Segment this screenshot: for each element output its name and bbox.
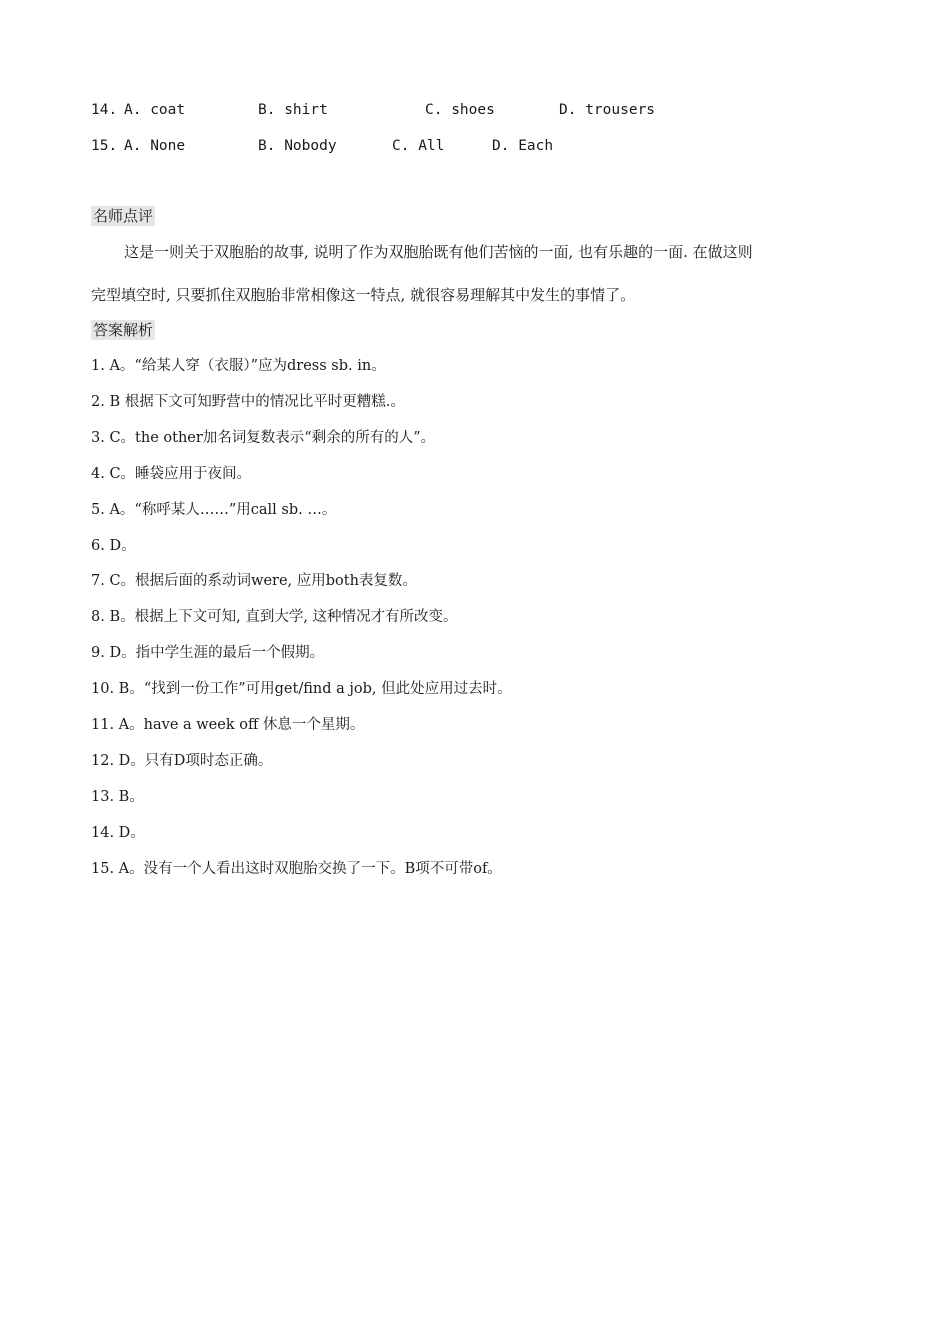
answer-item-9: 9. D。指中学生涯的最后一个假期。	[91, 645, 325, 661]
answer-item-2: 2. B 根据下文可知野营中的情况比平时更糟糕.。	[91, 394, 405, 410]
option-c: C. All	[392, 138, 445, 154]
answer-item-14: 14. D。	[91, 825, 145, 841]
option-a: A. None	[124, 138, 186, 154]
option-b: B. shirt	[258, 102, 328, 118]
answer-item-10: 10. B。“找到一份工作”可用get/find a job, 但此处应用过去时。	[91, 681, 512, 697]
answer-item-15: 15. A。没有一个人看出这时双胞胎交换了一下。B项不可带of。	[91, 861, 502, 877]
option-b: B. Nobody	[258, 138, 337, 154]
commentary-line-2: 完型填空时, 只要抓住双胞胎非常相像这一特点, 就很容易理解其中发生的事情了。	[91, 286, 636, 304]
answer-item-6: 6. D。	[91, 538, 136, 554]
answer-item-5: 5. A。“称呼某人……”用call sb. …。	[91, 502, 337, 518]
commentary-line-1: 这是一则关于双胞胎的故事, 说明了作为双胞胎既有他们苦恼的一面, 也有乐趣的一面. 在做这则	[124, 243, 753, 261]
answer-item-13: 13. B。	[91, 789, 144, 805]
commentary-heading: 名师点评	[93, 207, 154, 225]
option-d: D. Each	[492, 138, 554, 154]
answer-item-7: 7. C。根据后面的系动词were, 应用both表复数。	[91, 573, 417, 589]
question-number: 14.	[91, 102, 118, 118]
option-a: A. coat	[124, 102, 186, 118]
option-c: C. shoes	[425, 102, 495, 118]
question-number: 15.	[91, 138, 118, 154]
answers-heading: 答案解析	[93, 321, 154, 339]
answer-item-12: 12. D。只有D项时态正确。	[91, 753, 273, 769]
answer-item-8: 8. B。根据上下文可知, 直到大学, 这种情况才有所改变。	[91, 609, 458, 625]
answer-item-11: 11. A。have a week off 休息一个星期。	[91, 717, 365, 733]
answer-item-3: 3. C。the other加名词复数表示“剩余的所有的人”。	[91, 430, 436, 446]
answer-item-1: 1. A。“给某人穿（衣服）”应为dress sb. in。	[91, 358, 386, 374]
option-d: D. trousers	[559, 102, 656, 118]
answer-item-4: 4. C。睡袋应用于夜间。	[91, 466, 252, 482]
